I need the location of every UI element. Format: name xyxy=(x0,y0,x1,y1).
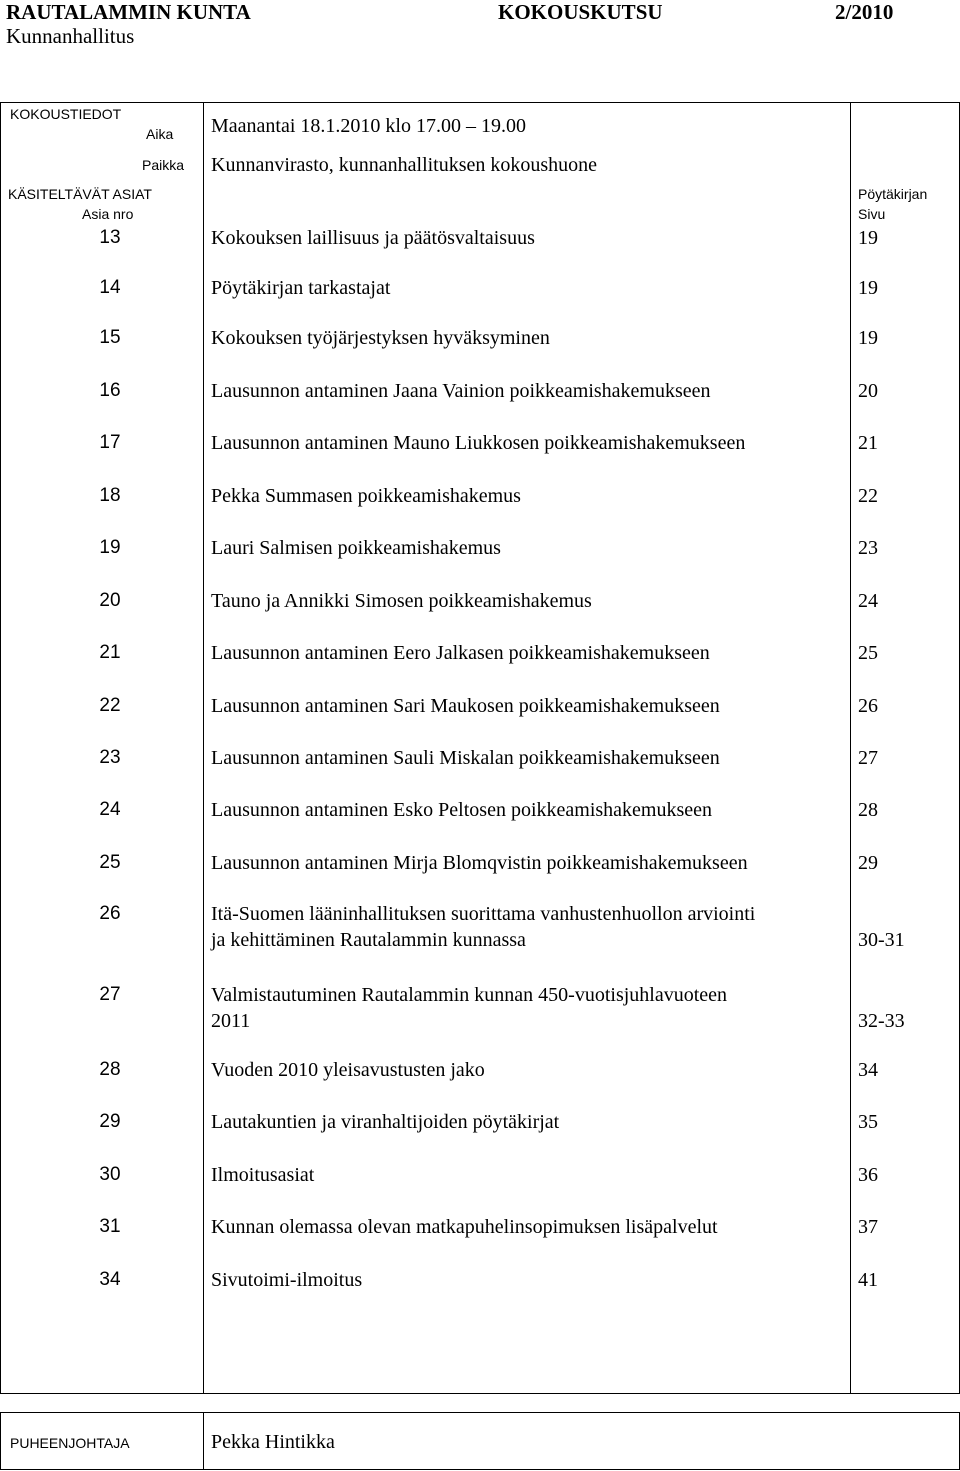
agenda-item-title: Sivutoimi-ilmoitus xyxy=(211,1269,363,1291)
agenda-item-number: 25 xyxy=(99,852,121,873)
agenda-item-title: Lausunnon antaminen Mauno Liukkosen poikkeamishakemukseen xyxy=(211,432,746,454)
agenda-item-number: 23 xyxy=(99,747,121,768)
agenda-item-page: 19 xyxy=(858,277,878,299)
agenda-item-number: 21 xyxy=(99,642,121,663)
agenda-item-number: 13 xyxy=(99,227,121,248)
agenda-item-title: Kokouksen laillisuus ja päätösvaltaisuus xyxy=(211,227,535,249)
agenda-item-title: Pekka Summasen poikkeamishakemus xyxy=(211,485,521,507)
agenda-item-page: 35 xyxy=(858,1111,878,1133)
agenda-item-page: 19 xyxy=(858,327,878,349)
document-number: 2/2010 xyxy=(835,0,894,24)
agenda-item-page: 27 xyxy=(858,747,878,769)
agenda-item-page: 36 xyxy=(858,1164,878,1186)
agenda-item-page: 28 xyxy=(858,799,878,821)
agenda-item-page: 30-31 xyxy=(858,929,905,951)
governing-body: Kunnanhallitus xyxy=(6,24,135,48)
agenda-item-title: Pöytäkirjan tarkastajat xyxy=(211,277,391,299)
agenda-item-number: 24 xyxy=(99,799,121,820)
agenda-item-number: 15 xyxy=(99,327,121,348)
agenda-item-number: 14 xyxy=(99,277,121,298)
item-number-label: Asia nro xyxy=(82,206,134,222)
agenda-item-title: Lausunnon antaminen Eero Jalkasen poikkeamishakemukseen xyxy=(211,642,710,664)
agenda-item-number: 28 xyxy=(99,1059,121,1080)
agenda-item-number: 26 xyxy=(99,903,121,924)
agenda-item-number: 34 xyxy=(99,1269,121,1290)
agenda-item-page: 21 xyxy=(858,432,878,454)
page-column-sublabel: Sivu xyxy=(858,206,886,222)
chair-label: PUHEENJOHTAJA xyxy=(10,1435,130,1451)
agenda-item-number: 31 xyxy=(99,1216,121,1237)
agenda-item-page: 32-33 xyxy=(858,1010,905,1032)
agenda-item-page: 37 xyxy=(858,1216,878,1238)
agenda-item-title: Lausunnon antaminen Sari Maukosen poikkeamishakemukseen xyxy=(211,695,720,717)
agenda-item-number: 16 xyxy=(99,380,121,401)
agenda-item-number: 20 xyxy=(99,590,121,611)
agenda-item-title: Lausunnon antaminen Sauli Miskalan poikkeamishakemukseen xyxy=(211,747,720,769)
agenda-item-number: 19 xyxy=(99,537,121,558)
agenda-item-number: 29 xyxy=(99,1111,121,1132)
agenda-item-number: 30 xyxy=(99,1164,121,1185)
agenda-item-title: Tauno ja Annikki Simosen poikkeamishakemus xyxy=(211,590,592,612)
agenda-item-page: 19 xyxy=(858,227,878,249)
agenda-item-page: 26 xyxy=(858,695,878,717)
agenda-item-title: Vuoden 2010 yleisavustusten jako xyxy=(211,1059,485,1081)
municipality-name: RAUTALAMMIN KUNTA xyxy=(6,0,251,24)
agenda-item-title: Kunnan olemassa olevan matkapuhelinsopimuksen lisäpalvelut xyxy=(211,1216,718,1238)
agenda-item-number: 18 xyxy=(99,485,121,506)
time-label: Aika xyxy=(146,126,174,142)
chair-divider xyxy=(203,1412,204,1470)
agenda-item-page: 34 xyxy=(858,1059,878,1081)
page-column-label: Pöytäkirjan xyxy=(858,186,928,202)
agenda-item-title: Valmistautuminen Rautalammin kunnan 450-vuotisjuhlavuoteen 2011 xyxy=(211,984,728,1032)
table-divider-left xyxy=(203,102,204,1394)
table-divider-right xyxy=(850,102,851,1394)
place-label: Paikka xyxy=(142,157,185,173)
agenda-item-page: 20 xyxy=(858,380,878,402)
agenda-item-title: Lausunnon antaminen Jaana Vainion poikkeamishakemukseen xyxy=(211,380,711,402)
agenda-item-number: 17 xyxy=(99,432,121,453)
agenda-item-title: Lautakuntien ja viranhaltijoiden pöytäkirjat xyxy=(211,1111,560,1133)
agenda-item-title: Kokouksen työjärjestyksen hyväksyminen xyxy=(211,327,550,349)
agenda-item-title: Lausunnon antaminen Mirja Blomqvistin poikkeamishakemukseen xyxy=(211,852,748,874)
document-type: KOKOUSKUTSU xyxy=(498,0,663,24)
agenda-item-title: Itä-Suomen lääninhallituksen suorittama vanhustenhuollon arviointi ja kehittäminen Rautalammin kunnassa xyxy=(211,903,756,951)
agenda-item-page: 24 xyxy=(858,590,878,612)
chair-table xyxy=(0,1412,960,1470)
place-value: Kunnanvirasto, kunnanhallituksen kokoushuone xyxy=(211,154,598,176)
agenda-item-page: 25 xyxy=(858,642,878,664)
agenda-item-page: 23 xyxy=(858,537,878,559)
agenda-item-page: 29 xyxy=(858,852,878,874)
agenda-section-label: KÄSITELTÄVÄT ASIAT xyxy=(8,186,152,202)
agenda-item-title: Lausunnon antaminen Esko Peltosen poikkeamishakemukseen xyxy=(211,799,713,821)
agenda-item-title: Ilmoitusasiat xyxy=(211,1164,315,1186)
agenda-item-page: 41 xyxy=(858,1269,878,1291)
chair-name: Pekka Hintikka xyxy=(211,1431,335,1453)
agenda-item-number: 27 xyxy=(99,984,121,1005)
meeting-info-label: KOKOUSTIEDOT xyxy=(10,106,122,122)
time-value: Maanantai 18.1.2010 klo 17.00 – 19.00 xyxy=(211,115,526,137)
agenda-item-number: 22 xyxy=(99,695,121,716)
agenda-item-title: Lauri Salmisen poikkeamishakemus xyxy=(211,537,501,559)
agenda-item-page: 22 xyxy=(858,485,878,507)
